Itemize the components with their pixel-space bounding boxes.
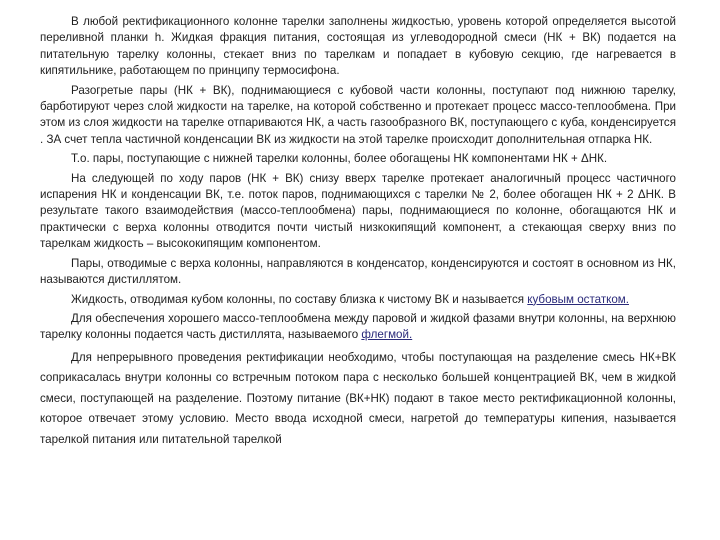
paragraph-reflux [40, 311, 676, 344]
paragraph-intro: В любой ректификационного колонне тарелки заполнены жидкостью, уровень которой определяется высотой переливной планки h. Жидкая фракция питания, состоящая из углеводородной смеси (НК + ВК) подается на питательную тарелку колонны, стекает вниз по тарелкам и попадает в кубовую секцию, где нагревается в кипятильнике, работающем по принципу термосифона. [40, 15, 676, 78]
paragraph-distillate: Пары, отводимые с верха колонны, направляются в конденсатор, конденсируются и состоят в основном из НК, называются дистиллятом. [40, 256, 676, 287]
paragraph-reflux-text: Для обеспечения хорошего массо-теплообмена между паровой и жидкой фазами внутри колонны, на верхнюю тарелку колонны подается часть дистиллята, называемого [40, 311, 676, 342]
paragraph-summary: Т.о. пары, поступающие с нижней тарелки колонны, более обогащены НК компонентами НК + ΔНК. [71, 152, 608, 166]
document-body [40, 14, 676, 453]
paragraph-bottoms [40, 292, 676, 308]
paragraph-bottoms-text: Жидкость, отводимая кубом колонны, по составу близка к чистому ВК и называется [71, 292, 528, 306]
paragraph-next-plate: На следующей по ходу паров (НК + ВК) снизу вверх тарелке протекает аналогичный процесс частичного испарения НК и конденсации ВК, т.е. поток паров, поднимающихся с тарелки № 2, более обогащен НК + 2 ΔНК. В результате такого взаимодействия (массо-теплообмена) пары, поднимающиеся по колонне, обогащаются НК и практически с верха колонны отводится почти чистый низкокипящий компонент, а стекающая сверху вниз по тарелкам жидкость – высококипящим компонентом. [40, 171, 676, 251]
paragraph-feed-plate: Для непрерывного проведения ректификации необходимо, чтобы поступающая на разделение смесь НК+ВК соприкасалась внутри колонны со встречным потоком пара с несколько большей концентрацией ВК, чем в жидкой смеси, поступающей на разделение. Поэтому питание (ВК+НК) подают в такое место ректификационной колонны, которое отвечает этому условию. Место ввода исходной смеси, нагретой до температуры кипения, называется тарелкой питания или питательной тарелкой [40, 350, 676, 446]
bottoms-residue-link[interactable]: кубовым остатком. [527, 292, 629, 306]
reflux-link[interactable]: флегмой. [361, 328, 413, 342]
paragraph-heated-vapors: Разогретые пары (НК + ВК), поднимающиеся с кубовой части колонны, поступают под нижнюю тарелку, барботируют через слой жидкости на тарелке, на которой собственно и протекает процесс массо-теплообмена. При этом из слоя жидкости на тарелке отпариваются НК, а часть газообразного ВК, поступающего с куба, конденсируется . ЗА счет тепла частичной конденсации ВК из жидкости на этой тарелке происходит дополнительная отпарка НК. [40, 83, 676, 146]
